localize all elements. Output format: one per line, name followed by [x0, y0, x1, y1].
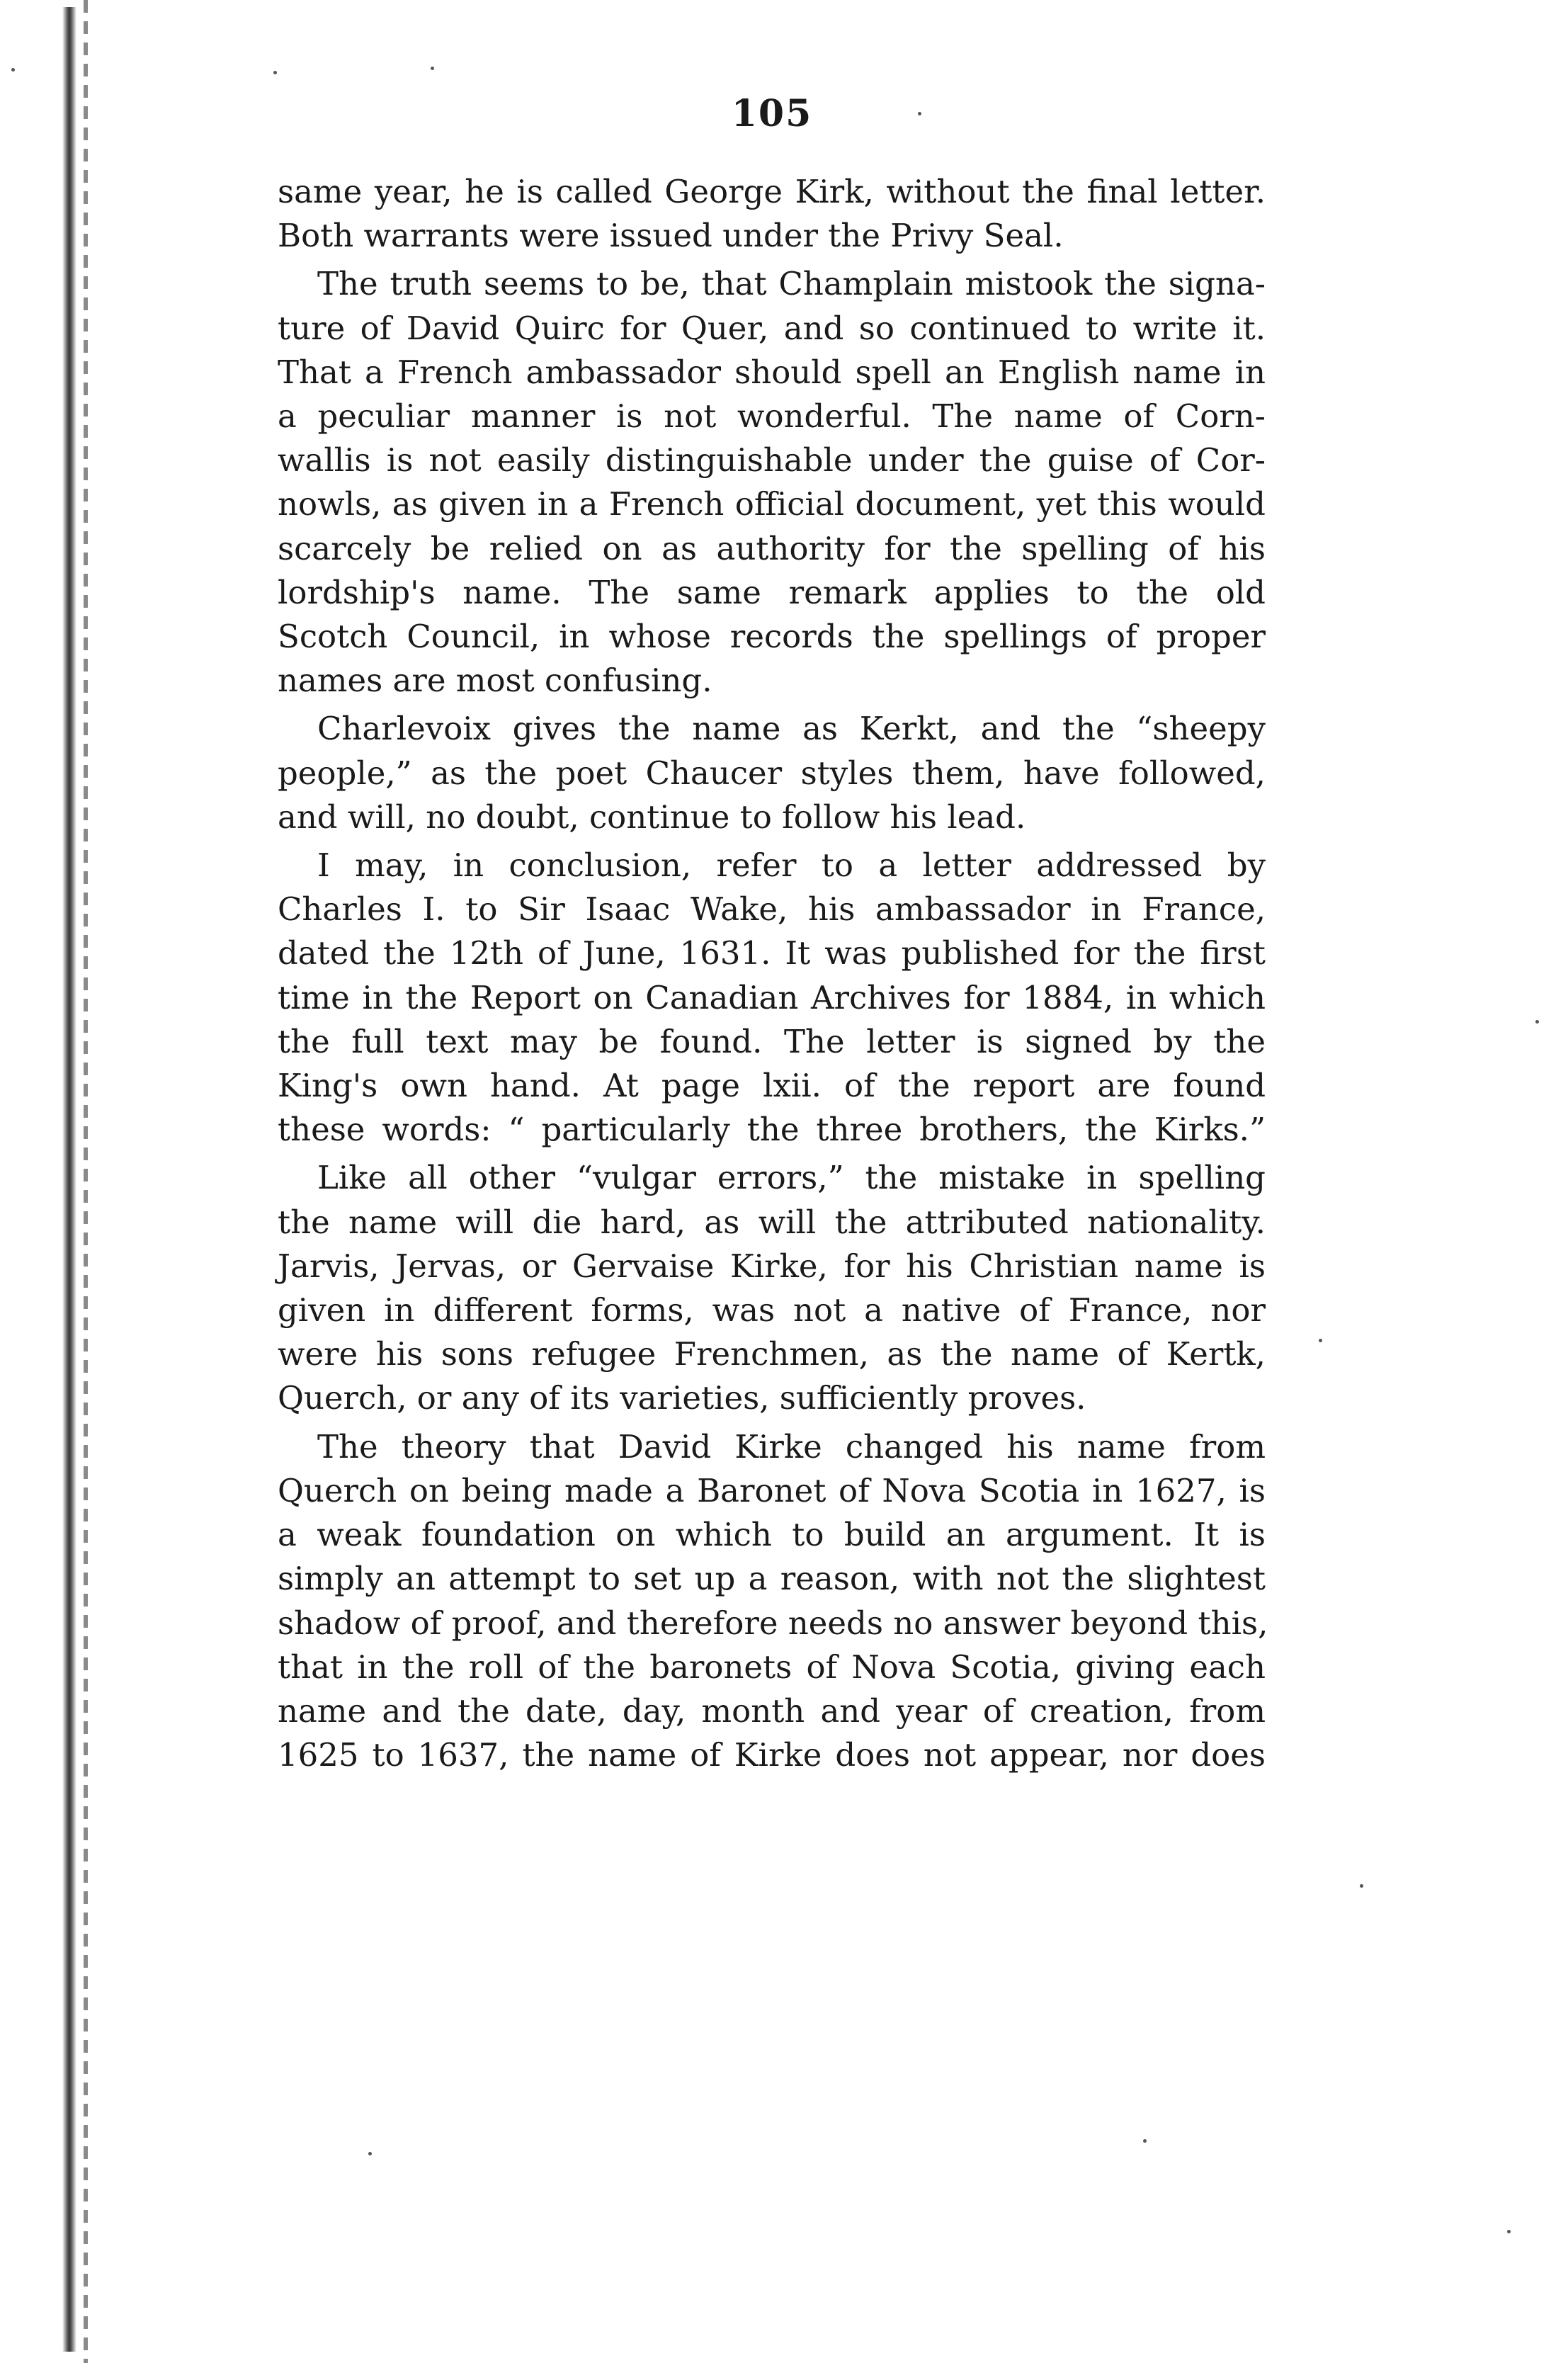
scan-speck: [368, 2152, 372, 2155]
scan-speck: [1360, 1884, 1363, 1888]
scan-speck: [1535, 1020, 1539, 1024]
text-line: scarcely be relied on as authority for the spelling of his: [278, 529, 1266, 567]
text-line: That a French ambassador should spell an English name in: [278, 353, 1266, 391]
book-binding-shadow: [84, 0, 88, 2363]
text-line: the name will die hard, as will the attributed nationality.: [278, 1203, 1266, 1241]
body-text: [278, 170, 1266, 1777]
text-line: Querch, or any of its varieties, sufficiently proves.: [278, 1379, 1086, 1417]
text-line: lordship's name. The same remark applies to the old: [278, 573, 1266, 611]
text-line: Scotch Council, in whose records the spellings of proper: [278, 618, 1266, 656]
text-line: people,” as the poet Chaucer styles them, have followed,: [278, 754, 1266, 792]
text-line: Charles I. to Sir Isaac Wake, his ambassador in France,: [278, 890, 1266, 929]
book-binding-edge: [62, 7, 76, 2352]
text-line: Querch on being made a Baronet of Nova Scotia in 1627, is: [278, 1471, 1266, 1509]
text-line: same year, he is called George Kirk, without the final letter.: [278, 173, 1266, 210]
scan-speck: [431, 67, 434, 70]
scan-speck: [1507, 2230, 1511, 2233]
text-line: The truth seems to be, that Champlain mistook the signa-: [317, 265, 1266, 303]
text-line: I may, in conclusion, refer to a letter addressed by: [317, 846, 1266, 885]
text-line: a peculiar manner is not wonderful. The name of Corn-: [278, 397, 1266, 436]
text-line: King's own hand. At page lxii. of the report are found: [278, 1067, 1266, 1105]
text-line: a weak foundation on which to build an argument. It is: [278, 1516, 1266, 1554]
text-line: Charlevoix gives the name as Kerkt, and the “sheepy: [317, 710, 1266, 748]
text-line: shadow of proof, and therefore needs no answer beyond this,: [278, 1604, 1268, 1642]
text-line: and will, no doubt, continue to follow his lead.: [278, 798, 1026, 836]
text-line: wallis is not easily distinguishable under the guise of Cor-: [278, 441, 1266, 480]
text-line: were his sons refugee Frenchmen, as the name of Kertk,: [278, 1335, 1266, 1373]
text-line: Jarvis, Jervas, or Gervaise Kirke, for his Christian name is: [278, 1247, 1266, 1285]
page-number: 105: [731, 92, 813, 135]
text-line: that in the roll of the baronets of Nova Scotia, giving each: [278, 1648, 1266, 1686]
scan-speck: [273, 71, 277, 74]
text-line: these words: “ particularly the three brothers, the Kirks.”: [278, 1111, 1266, 1149]
text-line: names are most confusing.: [278, 662, 712, 700]
scan-speck: [1319, 1339, 1322, 1342]
text-line: 1625 to 1637, the name of Kirke does not appear, nor does: [278, 1736, 1266, 1774]
text-line: Like all other “vulgar errors,” the mistake in spelling: [317, 1159, 1266, 1197]
text-line: nowls, as given in a French official document, yet this would: [278, 485, 1266, 523]
text-line: The theory that David Kirke changed his name from: [317, 1427, 1266, 1466]
text-line: the full text may be found. The letter is signed by the: [278, 1022, 1266, 1060]
scan-speck: [1143, 2139, 1147, 2143]
text-line: simply an attempt to set up a reason, with not the slightest: [278, 1560, 1266, 1598]
text-line: ture of David Quirc for Quer, and so continued to write it.: [278, 309, 1266, 347]
text-line: Both warrants were issued under the Privy Seal.: [278, 217, 1064, 255]
text-line: dated the 12th of June, 1631. It was published for the first: [278, 934, 1266, 973]
scan-speck: [918, 112, 921, 115]
text-line: time in the Report on Canadian Archives for 1884, in which: [278, 978, 1266, 1016]
text-line: given in different forms, was not a native of France, nor: [278, 1291, 1266, 1330]
text-line: name and the date, day, month and year of creation, from: [278, 1692, 1266, 1730]
scan-speck: [11, 68, 15, 72]
